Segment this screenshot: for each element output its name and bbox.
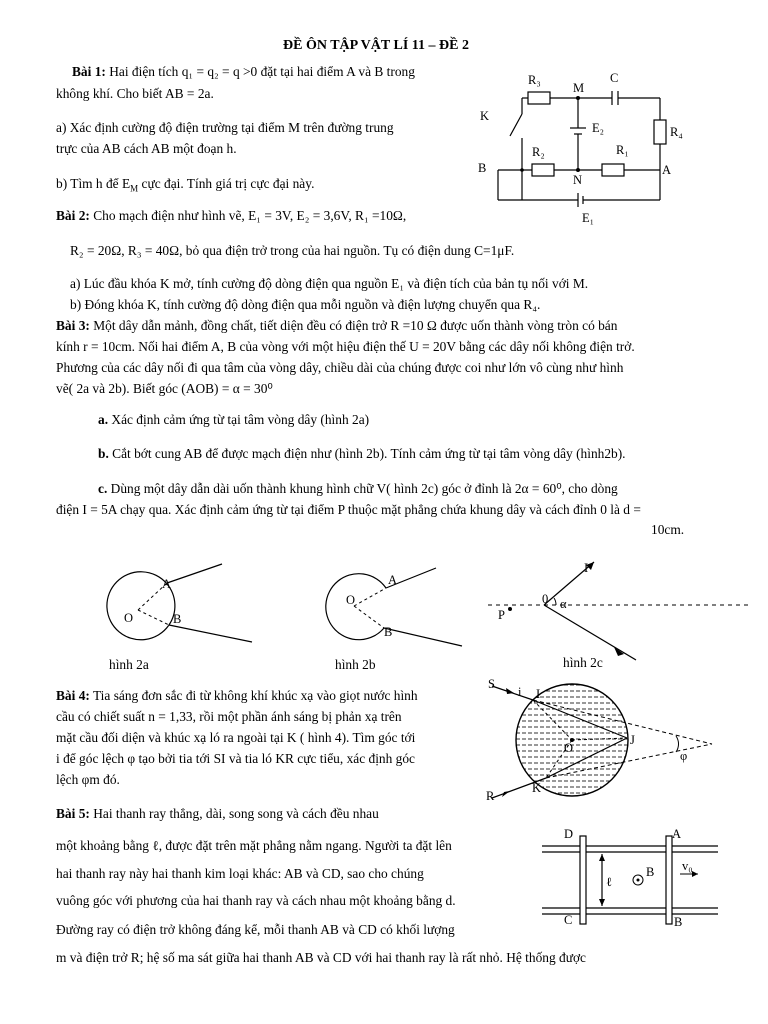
circuit-label-E2: E₂: [592, 121, 604, 135]
fig2a-A: A: [162, 577, 172, 591]
bai4-line3: mặt cầu đối diện và khúc xạ ló ra ngoài tại K ( hình 4). Tìm góc tới: [56, 730, 416, 745]
bai1-label: Bài 1:: [72, 64, 106, 79]
fig2a-B: B: [173, 612, 182, 626]
bai3-b-label: b.: [98, 446, 109, 461]
bai5-line1: [56, 806, 379, 821]
fig2b-A: A: [388, 573, 398, 587]
bai4-label: Bài 4:: [56, 688, 90, 703]
bai3-a: [98, 412, 369, 427]
bai2-b: b) Đóng khóa K, tính cường độ dòng điện qua mỗi nguồn và điện lượng chuyển qua R₄.: [70, 297, 541, 312]
bai2-line1: [56, 208, 406, 223]
bai4-line2: cầu có chiết suất n = 1,33, rồi một phần ánh sáng bị phản xạ trên: [56, 709, 402, 724]
bai3-c-text: Dùng một dây dẫn dài uốn thành khung hình chữ V( hình 2c) góc ở đỉnh là 2α = 60⁰, cho dòng: [107, 481, 618, 496]
figure-rails: [542, 826, 722, 936]
bai3-c3: 10cm.: [651, 522, 685, 537]
bai4-line4: i để góc lệch φ tạo bởi tia tới SI và tia ló KR cực tiểu, xác định góc: [56, 751, 415, 766]
page-title: ĐỀ ÔN TẬP VẬT LÍ 11 – ĐỀ 2: [283, 38, 469, 53]
fig2b-B: B: [384, 625, 393, 639]
bai3-b-text: Cắt bớt cung AB để được mạch điện như (hình 2b). Tính cảm ứng từ tại tâm vòng dây (hình2b).: [108, 446, 626, 461]
caption-2a: hình 2a: [109, 657, 149, 672]
circuit-label-M: M: [573, 81, 585, 95]
bai3-a-text: Xác định cảm ứng từ tại tâm vòng dây (hình 2a): [108, 412, 370, 427]
bai4-text1: Tia sáng đơn sắc đi từ không khí khúc xạ vào giọt nước hình: [92, 688, 418, 703]
bai3-line1: [56, 318, 617, 333]
rails-C: C: [564, 913, 573, 927]
circuit-label-B: B: [478, 161, 487, 175]
circuit-label-R3: R₃: [528, 73, 541, 87]
bai5-line6: m và điện trở R; hệ số ma sát giữa hai thanh AB và CD với hai thanh ray là rất nhỏ. Hệ thống được: [56, 950, 586, 965]
rails-Bvec: B: [646, 865, 655, 879]
fig2a-O: O: [124, 611, 134, 625]
bai3-line4: vẽ( 2a và 2b). Biết góc (AOB) = α = 30⁰: [56, 381, 273, 396]
fig4-R: R: [486, 789, 495, 803]
bai5-line3: hai thanh ray này hai thanh kim loại khác: AB và CD, sao cho chúng: [56, 866, 424, 881]
fig2c-zero: 0: [542, 592, 549, 606]
fig2c-P: P: [498, 608, 505, 622]
fig4-S: S: [488, 677, 495, 691]
bai3-text1: Một dây dẫn mảnh, đồng chất, tiết diện đều có điện trở R =10 Ω được uốn thành vòng tròn có bán: [93, 318, 618, 333]
figure-2c: [488, 556, 758, 666]
bai3-c-label: c.: [98, 481, 108, 496]
bai5-label: Bài 5:: [56, 806, 90, 821]
bai1-b-rest: cực đại. Tính giá trị cực đại này.: [138, 176, 315, 191]
bai5-line4: vuông góc với phương của hai thanh ray và cách nhau một khoảng bằng d.: [56, 893, 456, 908]
bai4-line1: [56, 688, 418, 703]
fig2c-alpha: α: [560, 597, 567, 611]
rails-v0: v₀: [682, 859, 693, 873]
fig4-phi: φ: [680, 749, 688, 763]
bai2-a: a) Lúc đầu khóa K mở, tính cường độ dòng điện qua nguồn E₁ và điện tích của bản tụ nối với M.: [70, 276, 589, 291]
bai5-line5: Đường ray có điện trở không đáng kể, mỗi thanh AB và CD có khối lượng: [56, 922, 455, 937]
fig4-i: i: [518, 685, 522, 699]
bai5-text1: Hai thanh ray thẳng, dài, song song và cách đều nhau: [93, 806, 379, 821]
bai3-a-label: a.: [98, 412, 109, 427]
bai3-b: [98, 446, 626, 461]
figure-4-droplet: [480, 676, 730, 806]
bai2-label: Bài 2:: [56, 208, 90, 223]
fig4-O: O: [564, 741, 574, 755]
bai1-b-text: b) Tìm h để E: [56, 176, 131, 191]
circuit-label-N: N: [573, 173, 583, 187]
bai1-b-sub: M: [130, 183, 139, 194]
circuit-label-A: A: [662, 163, 672, 177]
bai3-line3: Phương của các dây nối đi qua tâm của vòng dây, chiều dài của chúng được coi như lớn vô cùng như hình: [56, 360, 624, 375]
circuit-label-K: K: [480, 109, 490, 123]
circuit-diagram: [470, 66, 700, 226]
bai4-line5: lệch φm đó.: [56, 772, 120, 787]
bai2-text1: Cho mạch điện như hình vẽ, E₁ = 3V, E₂ = 3,6V, R₁ =10Ω,: [93, 208, 407, 223]
bai1-line1: [72, 64, 415, 79]
bai1-a1: a) Xác định cường độ điện trường tại điểm M trên đường trung: [56, 120, 394, 135]
caption-2c: hình 2c: [563, 655, 603, 670]
fig2c-I: I: [584, 561, 589, 575]
rails-l: ℓ: [606, 875, 612, 889]
circuit-label-R4: R₄: [670, 125, 683, 139]
bai5-line2: một khoảng bằng ℓ, được đặt trên mặt phẳng nằm ngang. Người ta đặt lên: [56, 838, 452, 853]
fig4-I: I: [536, 687, 541, 701]
bai1-text1: Hai điện tích q₁ = q₂ = q >0 đặt tại hai điểm A và B trong: [109, 64, 415, 79]
circuit-label-R2: R₂: [532, 145, 545, 159]
rails-B: B: [674, 915, 683, 929]
fig4-J: J: [630, 733, 635, 747]
bai3-c2: điện I = 5A chạy qua. Xác định cảm ứng từ tại điểm P thuộc mặt phẳng chứa khung dây và cách đỉnh 0 là d =: [56, 502, 641, 517]
bai1-a2: trực của AB cách AB một đoạn h.: [56, 141, 237, 156]
circuit-label-E1: E₁: [582, 211, 594, 225]
fig2b-O: O: [346, 593, 356, 607]
bai3-label: Bài 3:: [56, 318, 90, 333]
bai3-line2: kính r = 10cm. Nối hai điểm A, B của vòng với một hiệu điện thế U = 20V bằng các dây nối không điện trở.: [56, 339, 635, 354]
caption-2b: hình 2b: [335, 657, 376, 672]
rails-A: A: [672, 827, 682, 841]
circuit-label-R1: R₁: [616, 143, 629, 157]
fig4-K: K: [532, 781, 542, 795]
bai1-b: [56, 176, 314, 194]
bai2-line2: R₂ = 20Ω, R₃ = 40Ω, bỏ qua điện trở trong của hai nguồn. Tụ có điện dung C=1μF.: [70, 243, 515, 258]
circuit-label-C: C: [610, 71, 619, 85]
rails-D: D: [564, 827, 574, 841]
bai3-c1: [98, 481, 618, 496]
bai1-line2: không khí. Cho biết AB = 2a.: [56, 86, 214, 101]
